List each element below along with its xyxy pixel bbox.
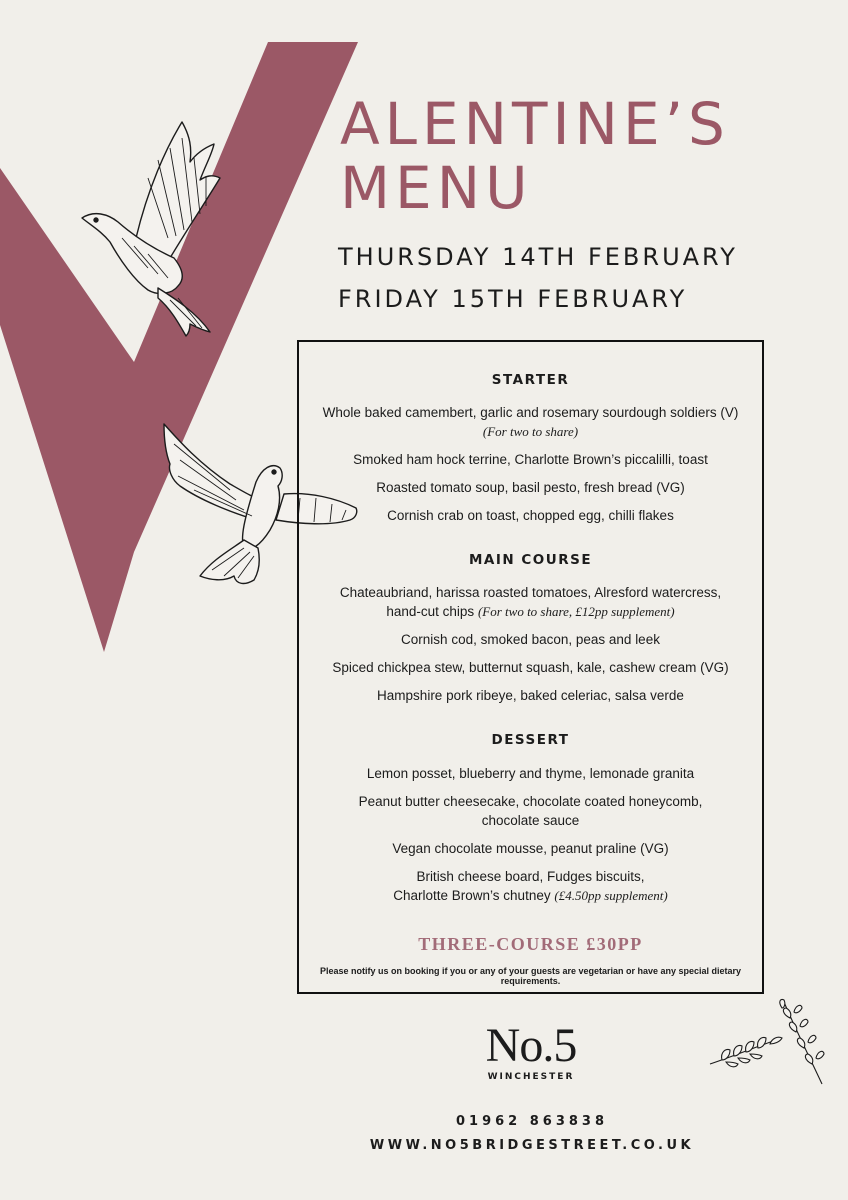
menu-title bbox=[340, 92, 730, 220]
price-label: THREE-COURSE £30PP bbox=[418, 934, 643, 954]
starter-item: Whole baked camembert, garlic and rosemary sourdough soldiers (V) bbox=[322, 405, 739, 420]
dietary-footnote: Please notify us on booking if you or any of your guests are vegetarian or have any special dietary requirements. bbox=[319, 966, 742, 986]
leaf-sprig-icon bbox=[708, 1030, 784, 1070]
starter-heading: STARTER bbox=[491, 372, 570, 388]
main-item-line2: hand-cut chips (For two to share, £12pp supplement) bbox=[386, 604, 675, 619]
starter-item: Cornish crab on toast, chopped egg, chilli flakes bbox=[387, 508, 674, 523]
logo-wordmark: No.5 bbox=[485, 1019, 577, 1072]
phone-number[interactable]: 01962 863838 bbox=[455, 1114, 609, 1129]
restaurant-logo bbox=[466, 1020, 596, 1082]
dessert-item-note: (£4.50pp supplement) bbox=[554, 888, 668, 903]
starter-item-note: (For two to share) bbox=[482, 424, 579, 439]
dove-icon bbox=[78, 118, 228, 338]
website-link[interactable]: WWW.NO5BRIDGESTREET.CO.UK bbox=[369, 1138, 695, 1153]
logo-location: WINCHESTER bbox=[487, 1072, 575, 1082]
leaf-sprig-icon bbox=[776, 998, 832, 1086]
main-item-note: (For two to share, £12pp supplement) bbox=[477, 604, 675, 619]
main-course-heading: MAIN COURSE bbox=[468, 552, 593, 568]
dessert-item: Lemon posset, blueberry and thyme, lemonade granita bbox=[366, 766, 695, 781]
starter-item: Roasted tomato soup, basil pesto, fresh bread (VG) bbox=[376, 480, 685, 495]
menu-box bbox=[297, 340, 764, 994]
dessert-item-line2: Charlotte Brown’s chutney (£4.50pp supplement) bbox=[393, 888, 668, 903]
date-thursday: THURSDAY 14TH FEBRUARY bbox=[338, 243, 738, 271]
event-dates bbox=[338, 236, 738, 320]
dessert-heading: DESSERT bbox=[491, 732, 570, 748]
dessert-item-line2: chocolate sauce bbox=[481, 813, 580, 828]
main-item: Cornish cod, smoked bacon, peas and leek bbox=[401, 632, 660, 647]
date-friday: FRIDAY 15TH FEBRUARY bbox=[338, 285, 688, 313]
main-item: Chateaubriand, harissa roasted tomatoes, Alresford watercress, bbox=[339, 585, 722, 600]
starter-item: Smoked ham hock terrine, Charlotte Brown’s piccalilli, toast bbox=[353, 452, 708, 467]
main-item: Hampshire pork ribeye, baked celeriac, salsa verde bbox=[377, 688, 684, 703]
dessert-item: British cheese board, Fudges biscuits, bbox=[416, 869, 645, 884]
dessert-item: Vegan chocolate mousse, peanut praline (VG) bbox=[392, 841, 669, 856]
title-line-2: MENU bbox=[340, 154, 533, 222]
title-line-1: ALENTINE’S bbox=[340, 90, 730, 158]
dessert-item: Peanut butter cheesecake, chocolate coated honeycomb, bbox=[358, 794, 703, 809]
main-item: Spiced chickpea stew, butternut squash, kale, cashew cream (VG) bbox=[332, 660, 729, 675]
